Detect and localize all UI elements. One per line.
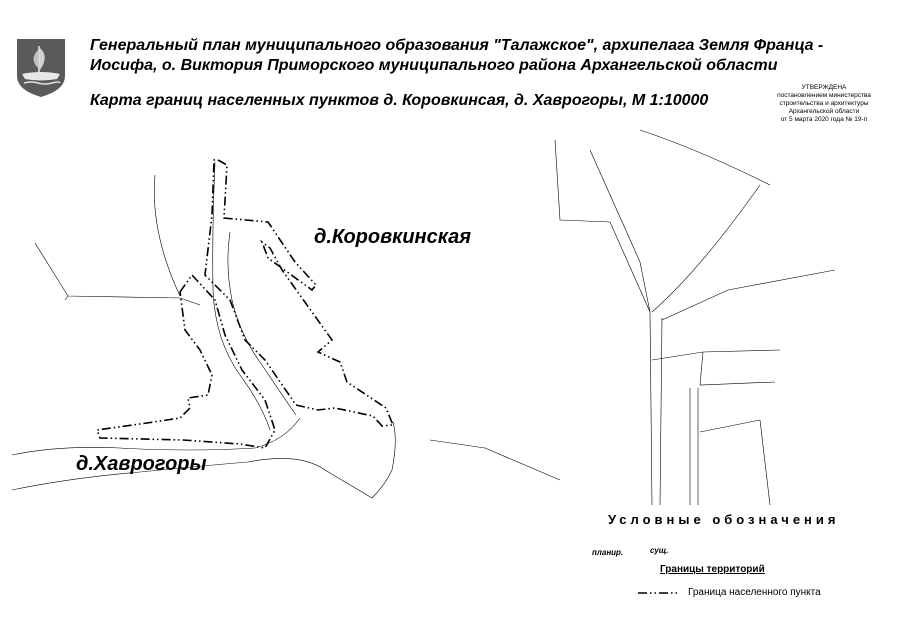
legend-title: Условные обозначения: [608, 512, 840, 527]
approval-line: Архангельской области: [788, 108, 860, 115]
legend-section-title: Границы территорий: [660, 564, 765, 575]
base-lines: [12, 130, 835, 505]
place-label-korovkinskaya: д.Коровкинская: [314, 226, 472, 248]
settlement-boundaries: [97, 160, 393, 448]
approval-line: от 5 марта 2020 года № 19-п: [780, 116, 868, 123]
legend-item-settlement-boundary: Граница населенного пункта: [688, 587, 821, 598]
boundary-korovkinskaya: [205, 160, 393, 426]
approval-line: постановлением министерства: [777, 92, 871, 99]
plan-title-line1: Генеральный план муниципального образования "Талажское", архипелага Земля Франца -: [90, 37, 824, 54]
legend-col-existing: сущ.: [650, 546, 669, 555]
place-label-khavrogory: д.Хаврогоры: [76, 453, 207, 475]
plan-title-line2: Иосифа, о. Виктория Приморского муниципального района Архангельской области: [90, 57, 778, 74]
approval-line: строительства и архитектуры: [779, 100, 869, 107]
map-title: Карта границ населенных пунктов д. Коровкинсая, д. Хаврогоры, М 1:10000: [90, 92, 709, 109]
legend-col-planned: планир.: [592, 548, 624, 557]
boundary-khavrogory: [97, 275, 275, 448]
legend-boundary-symbol: [636, 588, 682, 598]
approval-line: УТВЕРЖДЕНА: [801, 84, 847, 91]
